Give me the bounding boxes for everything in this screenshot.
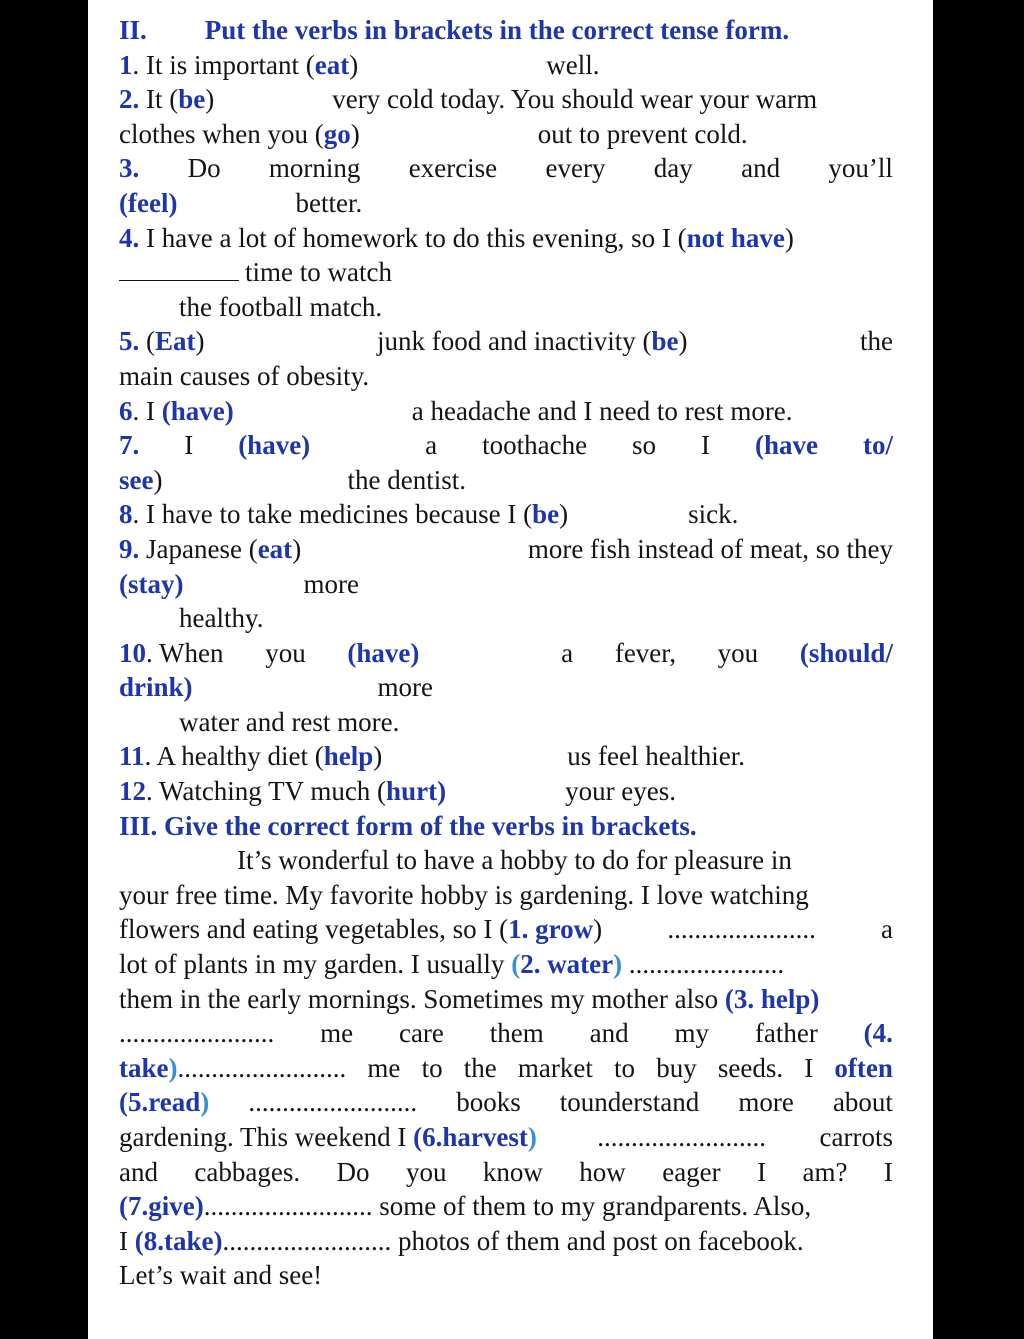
passage-word: Do [336,1156,370,1187]
question-text: . I have to take medicines because I ( [132,499,533,530]
answer-blank-dots[interactable]: ....................... [622,949,785,980]
passage-line-2 [119,878,893,913]
question-number: 1 [119,49,133,80]
verb-cue: (6.harvest [413,1122,528,1152]
passage-word: care [398,1018,444,1049]
passage-word: eager [662,1156,721,1187]
passage-word: market [517,1052,593,1083]
passage-line-6 [119,1016,893,1051]
verb-cue: (have [754,430,818,461]
answer-blank-dots[interactable]: ....................... [119,1018,275,1049]
question-number: 2. [119,84,140,115]
passage-text: I [119,1225,135,1256]
question-text: main causes of obesity. [119,360,370,391]
question-text: the dentist. [347,464,466,495]
verb-cue: (7.give) [119,1191,204,1222]
passage-text: flowers and eating vegetables, so I ( [119,914,509,945]
passage-text: ) [168,1052,178,1083]
question-number: 12 [119,776,146,807]
question-7-line-2 [119,463,893,498]
verb-cue: not have [686,222,785,253]
passage-text: lot of plants in my garden. I usually [119,949,512,980]
verb-cue: eat [314,49,350,80]
answer-blank-dots[interactable]: ......................... [203,1191,373,1222]
question-7-line-1 [119,428,893,463]
question-3-line-2 [119,186,893,221]
question-word: a [425,430,438,461]
question-5-line-2 [119,359,893,394]
passage-word: father [754,1018,818,1049]
question-word: a [561,637,574,668]
answer-blank-dots[interactable]: ......................... [590,1122,766,1152]
verb-cue: see [119,464,154,495]
passage-line-7 [119,1051,893,1086]
passage-line-13 [119,1258,893,1293]
verb-cue: (feel) [119,187,178,218]
worksheet-content [119,13,893,1293]
passage-word: cabbages. [194,1156,301,1187]
question-word: so [632,430,657,461]
verb-cue-text: 2. water [520,949,614,980]
question-1 [119,48,893,83]
passage-word: books [456,1087,521,1118]
question-text: your eyes. [565,776,677,807]
verb-cue: (3. help) [724,983,820,1014]
question-word: toothache [482,430,588,461]
question-word: I [184,430,194,461]
question-2-line-1 [119,82,893,117]
question-10-line-2 [119,670,893,705]
verb-cue: be [178,84,206,115]
verb-cue: (2. water) [511,949,623,980]
question-word: and [741,153,781,184]
passage-text: ) [200,1087,210,1118]
question-text: ) [559,499,569,530]
question-9-line-2 [119,567,893,602]
passage-word: more [738,1087,794,1118]
question-text: ) [349,49,359,80]
worksheet-page [88,0,933,1339]
question-word: you [717,637,759,668]
passage-word: seeds. [717,1052,784,1083]
question-text: ) [373,741,383,772]
question-text: junk food and inactivity ( [377,326,652,357]
passage-word: about [832,1087,893,1118]
passage-word: tounderstand [559,1087,700,1118]
question-text: better. [295,187,363,218]
passage-text: them in the early mornings. Sometimes my mother also [119,983,725,1014]
passage-word: I [757,1156,767,1187]
passage-text: gardening. This weekend I [119,1122,414,1152]
passage-text: photos of them and post on facebook. [391,1225,804,1256]
passage-word: often [834,1052,893,1083]
passage-word: am? [802,1156,848,1187]
question-number: 10 [119,637,146,668]
passage-text: It’s wonderful to have a hobby to do for pleasure in [237,845,792,876]
question-text: time to watch [245,257,392,288]
verb-cue: go [323,118,351,149]
passage-line-11 [119,1189,893,1224]
passage-word: me [320,1018,354,1049]
question-number: 9. [119,533,140,564]
question-text: ) [183,672,193,703]
verb-cue: hurt [386,776,438,807]
passage-word: the [463,1052,497,1083]
question-text: water and rest more. [179,706,400,737]
question-text: ) [153,464,163,495]
question-text: the [859,326,893,357]
question-text: very cold today. You should wear your warm [332,84,818,115]
question-text: us feel healthier. [567,741,745,772]
verb-cue: help [323,741,374,772]
passage-line-12 [119,1224,893,1259]
verb-cue: be [532,499,560,530]
verb-cue: (4. [863,1018,893,1049]
question-text: ( [139,326,155,357]
question-6 [119,394,893,429]
passage-word: and [589,1018,629,1049]
question-text: healthy. [179,603,264,634]
passage-line-9 [119,1120,893,1155]
section-3-title: III. Give the correct form of the verbs in brackets. [119,810,697,841]
passage-word: to [421,1052,443,1083]
verb-cue: (have) [347,637,420,668]
answer-blank[interactable] [119,258,239,281]
question-word: I [701,430,711,461]
question-11 [119,739,893,774]
question-text: more [377,672,434,703]
question-text: more [303,568,359,599]
question-text: ) [292,533,302,564]
question-text: ) [678,326,688,357]
passage-word: know [482,1156,543,1187]
question-9-line-1 [119,532,893,567]
verb-cue: take [119,1052,169,1083]
passage-text: Let’s wait and see! [119,1260,323,1291]
verb-cue: stay [128,568,175,599]
verb-cue: drink [119,672,184,703]
question-text: out to prevent cold. [537,118,748,149]
passage-line-5 [119,982,893,1017]
question-number: 7. [119,430,140,461]
question-text: ) [437,776,447,807]
passage-word: carrots [819,1122,893,1152]
question-word: you’ll [828,153,893,184]
question-text: It ( [139,84,179,115]
answer-blank-dots[interactable]: ......................... [248,1087,418,1118]
section-2-number: II. [119,15,147,45]
verb-cue: (5.read [119,1087,201,1118]
question-text: . When [146,637,224,668]
section-2-title: Put the verbs in brackets in the correct tense form. [204,15,790,45]
question-10-line-1 [119,636,893,671]
question-word: you [265,637,306,668]
passage-word: them [489,1018,544,1049]
answer-blank-dots[interactable]: ......................... [222,1225,392,1256]
question-3-line-1 [119,151,893,186]
passage-line-1 [119,843,893,878]
question-8 [119,497,893,532]
question-text: . It is important ( [132,49,315,80]
passage-line-4 [119,947,893,982]
passage-text: some of them to my grandparents. Also, [372,1191,812,1222]
passage-word: you [405,1156,447,1187]
passage-word: and [119,1156,158,1187]
question-text: the football match. [179,291,383,322]
question-text: . I [132,395,162,426]
question-text: ) [784,222,794,253]
question-word: exercise [408,153,498,184]
question-2-line-2 [119,117,893,152]
verb-cue-text: feel [128,187,169,218]
verb-cue: 1. grow [508,914,594,945]
section-3-heading [119,809,893,844]
question-number: 5. [119,326,140,357]
question-text: a headache and I need to rest more. [411,395,793,426]
question-word: every [545,153,606,184]
question-word: day [653,153,693,184]
question-4-line-1 [119,221,893,256]
passage-word: to [614,1052,636,1083]
question-text: clothes when you ( [119,118,324,149]
question-text: I have a lot of homework to do this evening, so I ( [139,222,687,253]
question-4-line-2 [119,255,893,290]
section-2-heading [119,13,893,48]
answer-blank-dots[interactable]: ...................... [667,914,816,945]
question-5-line-1 [119,324,893,359]
question-text: well. [546,49,600,80]
verb-cue: to/ [862,430,893,461]
question-text: more fish instead of meat, so they [527,533,893,564]
verb-cue: (have) [238,430,311,461]
question-10-line-3 [119,705,893,740]
question-text: . Watching TV much ( [146,776,387,807]
answer-blank-dots[interactable]: ......................... [177,1052,347,1083]
passage-line-3 [119,912,893,947]
passage-word: I [883,1156,893,1187]
question-text: . A healthy diet ( [144,741,324,772]
question-text: ) [174,568,184,599]
passage-word: buy [656,1052,697,1083]
question-word: Do [187,153,221,184]
question-number: 11 [119,741,145,772]
passage-text: ) [527,1122,537,1152]
passage-word: how [579,1156,626,1187]
question-number: 8 [119,499,133,530]
verb-cue: be [651,326,679,357]
question-text: ) [205,84,215,115]
passage-text: a [881,914,893,945]
question-word: fever, [614,637,676,668]
question-text: ) [195,326,205,357]
question-text: sick. [688,499,739,530]
verb-cue: eat [257,533,293,564]
verb-cue: (have) [161,395,234,426]
question-text: ) [350,118,360,149]
question-12 [119,774,893,809]
question-9-line-3 [119,601,893,636]
passage-word: I [804,1052,814,1083]
passage-word: my [674,1018,709,1049]
question-number: 6 [119,395,133,426]
question-number: 3. [119,153,140,184]
question-text: ( [119,568,128,599]
passage-text: your free time. My favorite hobby is gardening. I love watching [119,879,809,910]
passage-line-10 [119,1155,893,1190]
passage-word: me [367,1052,401,1083]
verb-cue: Eat [155,326,196,357]
verb-cue: (8.take) [134,1225,223,1256]
question-number: 4. [119,222,140,253]
question-word: morning [268,153,361,184]
question-text: Japanese ( [139,533,258,564]
question-4-line-3 [119,290,893,325]
verb-cue: (should/ [799,637,893,668]
passage-line-8 [119,1085,893,1120]
passage-text: ) [593,914,603,945]
